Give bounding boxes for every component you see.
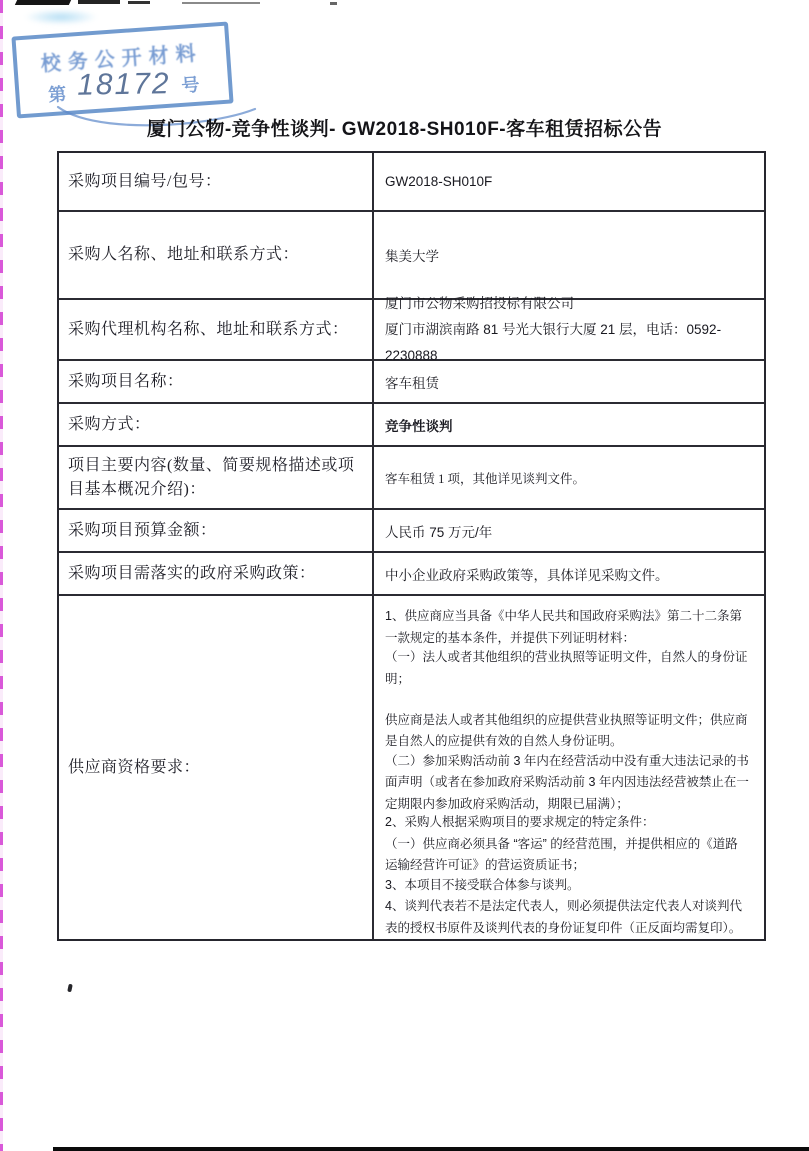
qualification-paragraph: 3、本项目不接受联合体参与谈判。 [385, 877, 580, 892]
row-value [374, 361, 764, 402]
table-row-agency [59, 295, 764, 363]
value-line: 客车租赁 [385, 375, 439, 391]
value-line: 厦门市湖滨南路 81 号光大银行大厦 21 层，电话：0592-2230888 [385, 321, 722, 363]
value-line: 客车租赁 1 项，其他详见谈判文件。 [385, 471, 586, 486]
qualification-paragraph: 1、供应商应当具备《中华人民共和国政府采购法》第二十二条第一款规定的基本条件，并提供下列证明材料： [385, 609, 742, 645]
table-row-budget [59, 510, 764, 553]
row-label: 项目主要内容(数量、简要规格描述或项目基本概况介绍)： [59, 447, 374, 508]
qualification-paragraph: 供应商是法人或者其他组织的应提供营业执照等证明文件；供应商是自然人的应提供有效的自然人身份证明。 [385, 712, 748, 748]
table-row-supplier-qualification [59, 596, 764, 939]
stamp-number-suffix: 号 [180, 74, 201, 96]
scan-smudge-top-4 [182, 2, 260, 4]
page-title: 厦门公物-竞争性谈判- GW2018-SH010F-客车租赁招标公告 [146, 119, 663, 140]
row-label: 采购项目名称： [59, 361, 374, 402]
row-value [374, 153, 764, 210]
table-row-purchaser [59, 212, 764, 300]
row-value [374, 212, 764, 298]
announcement-table [57, 151, 766, 941]
stamp-handwritten-number: 18172 [76, 67, 171, 102]
scan-edge-bottom-bar [53, 1147, 809, 1151]
row-value [374, 596, 764, 939]
qualification-paragraph: （一）供应商必须具备 “客运” 的经营范围，并提供相应的《道路运输经营许可证》的营运资质证书； [385, 836, 738, 872]
scan-smudge-top-3 [128, 1, 150, 4]
blue-registration-stamp [11, 22, 233, 119]
qualification-paragraph: 4、谈判代表若不是法定代表人，则必须提供法定代表人对谈判代表的授权书原件及谈判代表的身份证复印件（正反面均需复印）。 [385, 899, 742, 935]
row-value [374, 295, 764, 363]
qualification-paragraph [385, 688, 750, 710]
stamp-number-prefix: 第 [47, 84, 67, 106]
row-label: 采购人名称、地址和联系方式： [59, 212, 374, 298]
value-line: 集美大学 [385, 249, 439, 264]
row-label: 采购项目编号/包号： [59, 153, 374, 210]
scan-edge-magenta-dashes [0, 0, 3, 1151]
value-line: 竞争性谈判 [385, 418, 453, 434]
row-label: 采购方式： [59, 404, 374, 445]
row-label: 供应商资格要求： [59, 596, 374, 939]
table-row-policy [59, 553, 764, 596]
row-label: 采购代理机构名称、地址和联系方式： [59, 300, 374, 359]
table-row-project-name [59, 361, 764, 404]
qualification-paragraph: （二）参加采购活动前 3 年内在经营活动中没有重大违法记录的书面声明（或者在参加政府采购活动前 3 年内因违法经营被禁止在一定期限内参加政府采购活动，期限已届满）； [385, 753, 749, 811]
row-value [374, 447, 764, 508]
table-row-procurement-method [59, 404, 764, 447]
table-row-project-number [59, 153, 764, 212]
row-label: 采购项目需落实的政府采购政策： [59, 553, 374, 594]
stamp-text: 校务公开材料 [40, 42, 204, 76]
scan-smudge-cyan [24, 9, 98, 25]
table-row-main-content [59, 447, 764, 510]
value-line: 厦门市公物采购招投标有限公司 [385, 295, 574, 311]
row-value [374, 510, 764, 551]
row-value [374, 553, 764, 594]
row-value [374, 404, 764, 445]
value-line: GW2018-SH010F [385, 174, 493, 189]
row-label: 采购项目预算金额： [59, 510, 374, 551]
value-line: 中小企业政府采购政策等，具体详见采购文件。 [385, 567, 669, 583]
ink-dot-artifact [67, 984, 73, 993]
value-line: 人民币 75 万元/年 [385, 524, 493, 540]
scan-smudge-top-1 [15, 0, 71, 5]
qualification-paragraph: （一）法人或者其他组织的营业执照等证明文件，自然人的身份证明； [385, 650, 748, 686]
scan-smudge-top-5 [330, 2, 337, 5]
scan-smudge-top-2 [78, 0, 120, 4]
qualification-paragraph: 2、采购人根据采购项目的要求规定的特定条件： [385, 815, 655, 829]
